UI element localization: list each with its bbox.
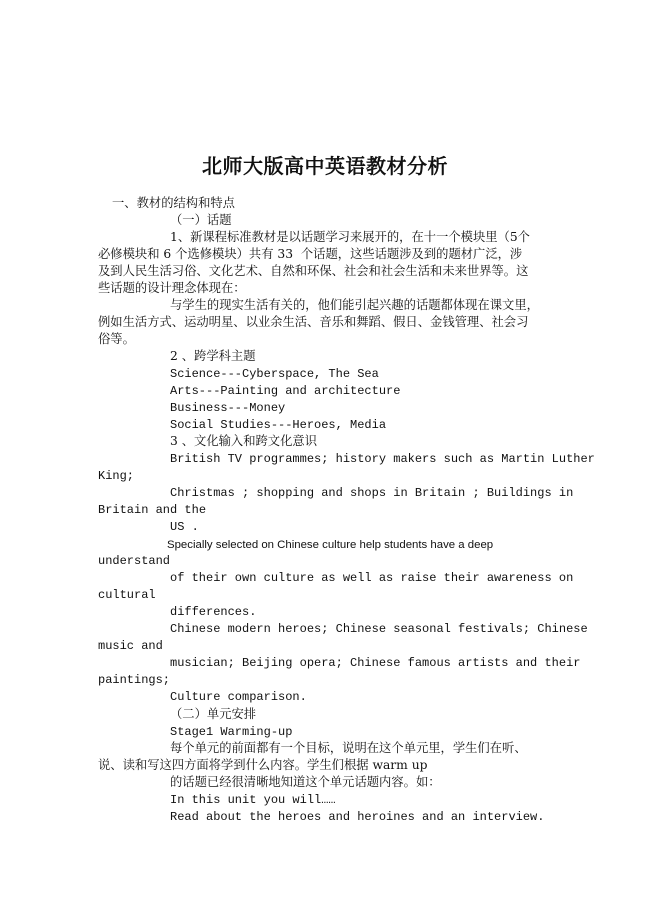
subsection-heading: （二）单元安排 xyxy=(170,707,257,721)
paragraph-line: understand xyxy=(98,554,171,568)
paragraph-line: Chinese modern heroes; Chinese seasonal festivals; Chinese xyxy=(170,622,588,636)
paragraph-line: paintings; xyxy=(98,673,171,687)
topic-line: Science---Cyberspace, The Sea xyxy=(170,367,379,381)
paragraph-line: King; xyxy=(98,469,135,483)
subsection-heading: 2 、跨学科主题 xyxy=(170,349,256,363)
paragraph-line: 与学生的现实生活有关的，他们能引起兴趣的话题都体现在课文里， xyxy=(170,298,539,312)
paragraph-line: Britain and the xyxy=(98,503,207,517)
paragraph-line: 俗等。 xyxy=(98,332,135,346)
paragraph-line: 每个单元的前面都有一个目标，说明在这个单元里，学生们在听、 xyxy=(170,741,527,755)
paragraph-line: 及到人民生活习俗、文化艺术、自然和环保、社会和社会生活和未来世界等。这 xyxy=(98,264,529,278)
topic-line: Business---Money xyxy=(170,401,286,415)
paragraph-line: US . xyxy=(170,520,199,534)
paragraph-line: 的话题已经很清晰地知道这个单元话题内容。如： xyxy=(170,775,441,789)
paragraph-line: of their own culture as well as raise their awareness on xyxy=(170,571,574,585)
paragraph-line: Culture comparison. xyxy=(170,690,307,704)
paragraph-line: British TV programmes; history makers such as Martin Luther xyxy=(170,452,595,466)
paragraph-line: 例如生活方式、运动明星、以业余生活、音乐和舞蹈、假日、金钱管理、社会习 xyxy=(98,315,529,329)
paragraph-line: 些话题的设计理念体现在： xyxy=(98,281,246,295)
paragraph-line: musician; Beijing opera; Chinese famous artists and their xyxy=(170,656,581,670)
paragraph-line: In this unit you will…… xyxy=(170,793,336,807)
paragraph-line: 必修模块和 6 个选修模块）共有 33 个话题，这些话题涉及到的题材广泛，涉 xyxy=(98,247,523,261)
paragraph-line: 1、新课程标准教材是以话题学习来展开的，在十一个模块里（5个 xyxy=(170,230,530,244)
page-title: 北师大版高中英语教材分析 xyxy=(202,154,448,178)
paragraph-line: Christmas ; shopping and shops in Britain ; Buildings in xyxy=(170,486,574,500)
paragraph-line: cultural xyxy=(98,588,156,602)
section-heading: 一、教材的结构和特点 xyxy=(112,196,235,210)
paragraph-line: 说、读和写这四方面将学到什么内容。学生们根据 warm up xyxy=(98,758,428,772)
paragraph-line: Read about the heroes and heroines and an interview. xyxy=(170,810,545,824)
topic-line: Social Studies---Heroes, Media xyxy=(170,418,387,432)
subsection-heading: （一）话题 xyxy=(170,213,232,227)
stage-heading: Stage1 Warming-up xyxy=(170,725,293,739)
topic-line: Arts---Painting and architecture xyxy=(170,384,401,398)
subsection-heading: 3 、文化输入和跨文化意识 xyxy=(170,434,317,448)
paragraph-line: differences. xyxy=(170,605,257,619)
paragraph-line: Specially selected on Chinese culture help students have a deep xyxy=(167,539,494,551)
paragraph-line: music and xyxy=(98,639,163,653)
